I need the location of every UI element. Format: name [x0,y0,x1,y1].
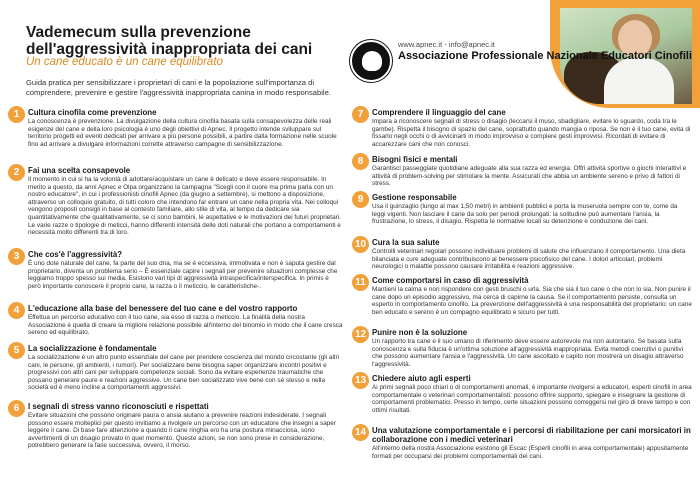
contact-info: www.apnec.it - info@apnec.it [398,40,495,49]
section-text: La socializzazione è un altro punto essenziale del cane per prendere coscienza del mondo circostante (gli altri cani, le persone, gli ambienti, i rumori). Per socializzare bene bisogna saper organizzare incontri positivi e progressivi con altri cani per sviluppare competenze sociali. Sono da evitare esperienze traumatiche che possano generare paure e reazioni aggressive. Un cane ben socializzato vive bene con sé stesso e nella società ed è meno incline a comportamenti aggressivi. [28,354,340,392]
section-title: Gestione responsabile [372,193,457,202]
section-text: Il momento in cui si ha la volontà di adottare/acquistare un cane è delicato e deve essere responsabile. In merito a questo, da anni Apnec e Olpa organizzano la campagna "Scegli con il cuore ma prima parla con un nostro educatore", in cui i professionisti cinofili Apnec (da giugno a settembre), si mettono a disposizione, attraverso un colloquio gratuito, di tutti coloro che intendono far entrare un cane nella propria vita. Nei colloqui vengono proposti consigli in base al contesto familiare, allo stile di vita, al tempo da dedicare sia quantitativamente che qualitativamente, se ci sono bambini, le aspettative e le motivazioni dei futuri proprietari. Le varie razze o tipologie di meticci, hanno differenti intensità delle doti naturali che portano a comportamenti e necessità molto differenti tra di loro. [28,176,341,237]
section-13 [352,374,692,426]
section-text: Effettua un percorso educativo con il tuo cane, sia esso di razza o meticcio. La finalità della nostra Associazione è quella di creare la migliore relazione possibile all'interno del binomio in modo che il cane cresca sereno ed equilibrato. [28,314,343,337]
section-number: 7 [352,106,369,123]
section-text: Usa il guinzaglio (lungo al max 1,50 metri) in ambienti pubblici e porta la museruola sempre con te, come da leggi vigenti. Non lasciare il cane da solo per periodi prolungati: la solitudine può aumentare l'ansia, la frustrazione, lo stress, il disagio. Rispetta le normative locali su detenzione e conduzione dei cani. [372,203,678,226]
left-column [8,108,343,462]
page-subtitle: Un cane educato è un cane equilibrato [26,56,223,68]
section-8 [352,155,692,193]
section-number: 9 [352,191,369,208]
section-number: 1 [8,106,25,123]
section-title: La socializzazione è fondamentale [28,344,157,353]
section-title: Cultura cinofila come prevenzione [28,108,157,117]
section-text: All'interno della nostra Associazione esistono gli Escac (Esperti cinofili in area comportamentale) appositamente formati per occuparsi dei problemi comportamentali dei cani. [372,445,689,460]
section-3 [8,250,343,304]
section-number: 2 [8,164,25,181]
section-title: Chiedere aiuto agli esperti [372,374,471,383]
section-text: Ai primi segnali poco chiari o di comportamenti anomali, è importante rivolgersi a educatori, esperti cinofili in area comportamentale o veterinari comportamentalisti: possono offrire supporto, spiegare e insegnare la gestione di comportamenti problematici. Presso in tempo, certe situazioni possono correggersi nel giro di breve tempo e con ottimi risultati. [372,384,692,414]
section-number: 10 [352,236,369,253]
section-title: Comprendere il linguaggio del cane [372,108,506,117]
page-title: Vademecum sulla prevenzione dell'aggressività inappropriata dei cani [26,24,313,58]
section-number: 11 [352,274,369,291]
section-text: Un rapporto tra cane e il suo umano di riferimento deve essere autorevole ma non autoritario. Se basata sulla conoscenza e sulla fiducia è un'ottima soluzione all'aggressività inappropriata. Evita metodi coercitivi o punitivi che possono aumentare l'ansia e l'aggressività. Un cane ascoltato e capito non mostrerà un disagio attraverso l'aggressività. [372,338,684,368]
section-4 [8,304,343,344]
section-number: 3 [8,248,25,265]
section-text: Controlli veterinari regolari possono individuare problemi di salute che influenzano il comportamento. Una dieta bilanciata e cure adeguate contribuiscono al benessere psicofisico del cane. I dolori articolari, problemi neurologici o malattie possono causare irritabilità e reazioni aggressive. [372,248,686,271]
section-title: Bisogni fisici e mentali [372,155,458,164]
section-title: L'educazione alla base del benessere del tuo cane e del vostro rapporto [28,304,298,313]
apnec-logo [350,40,392,82]
section-10 [352,238,692,276]
section-6 [8,402,343,462]
section-14 [352,426,692,466]
section-11 [352,276,692,328]
section-12 [352,328,692,374]
section-2 [8,166,343,250]
association-name: Associazione Professionale Nazionale Educatori Cinofili [398,50,693,62]
intro-text: Guida pratica per sensibilizzare i proprietari di cani e la popolazione sull'importanza di comprendere, prevenire e gestire l'aggressività inappropriata canina in modo responsabile. [26,78,331,97]
section-title: Una valutazione comportamentale e i percorsi di riabilitazione per cani morsicatori in collaborazione con i medici veterinari [372,426,691,444]
section-text: La conoscenza è prevenzione. La divulgazione della cultura cinofila basata sulla consapevolezza delle reali esigenze del cane e della loro psicologia è uno degli obiettivi di Apnec. Il progetto intende sviluppare sul territorio progetti ed eventi dedicati per arrivare a più persone possibili, a partire dalla formazione nelle scuole fino ad arrivare a divulgare informazioni corrette attraverso campagne di sensibilizzazione. [28,118,337,148]
section-title: Come comportarsi in caso di aggressività [372,276,529,285]
section-9 [352,193,692,238]
section-title: I segnali di stress vanno riconosciuti e rispettati [28,402,209,411]
section-7 [352,108,692,155]
section-number: 5 [8,342,25,359]
section-text: Impara a riconoscere segnali di stress o disagio (leccarsi il muso, sbadigliare, evitare lo sguardo, coda tra le gambe). Rispetta il bisogno di spazio del cane, soprattutto quando mangia o riposa. Se non è il tuo cane, evita di fissarlo negli occhi o di avvicinarti in modo improvviso e compiere gesti improvvisi. Ricordati di evitare di accarezzare cani che non conosci. [372,118,691,148]
section-text: Mantieni la calma e non rispondere con gesti bruschi o urla. Sia che sia il tuo cane o che non lo sia. Non punire il cane dopo un episodio aggressivo, ma cerca di capirne la causa. Se il comportamento persiste, consulta un esperto in comportamento cinofilo. La prevenzione dell'aggressività è una responsabilità del proprietario: un cane ben educato e sereno è un compagno equilibrato e sicuro per tutti. [372,286,692,316]
section-text: Evitare situazioni che possono originare paura o ansia aiutano a prevenire reazioni indesiderate. I segnali possono essere molteplici per questo invitiamo a rivolgere un percorso con un educatore che insegni a saper leggere il cane. Di base fare attenzione a quando il cane ringhia e/o ha una postura minacciosa, sono avvertimenti di un disagio provato in quel momento. Queste azioni, se non sono prese in considerazione, potrebbero generare la fase successiva, ovvero, il morso. [28,412,336,450]
section-number: 12 [352,326,369,343]
section-text: Garantisci passeggiate quotidiane adeguate alla sua razza ed energia. Offri attività sportive o giochi interattivi e attività di problem-solving per stimolare la mente. Assicurati che abbia un ambiente sereno e privo di fattori di stress. [372,165,687,188]
section-title: Cura la sua salute [372,238,440,247]
right-column [352,108,692,466]
section-number: 13 [352,372,369,389]
section-number: 14 [352,424,369,441]
section-number: 6 [8,400,25,417]
section-title: Che cos'è l'aggressività? [28,250,123,259]
section-title: Punire non è la soluzione [372,328,468,337]
section-number: 8 [352,153,369,170]
section-1 [8,108,343,166]
section-5 [8,344,343,402]
section-number: 4 [8,302,25,319]
section-title: Fai una scelta consapevole [28,166,131,175]
section-text: È uno dote naturale del cane, fa parte del suo dna, ma se è eccessiva, immotivata e non è saputa gestire dal proprietario, diventa un problema serio – È essenziale capire i segnali per prevenire situazioni complesse che leggiamo troppo spesso sui media. Esistono vari tipi di aggressività intraspecifica/interspecifica. In primis è però importante conoscere il proprio cane, la razza o il meticcio, le caratteristiche-. [28,260,338,290]
